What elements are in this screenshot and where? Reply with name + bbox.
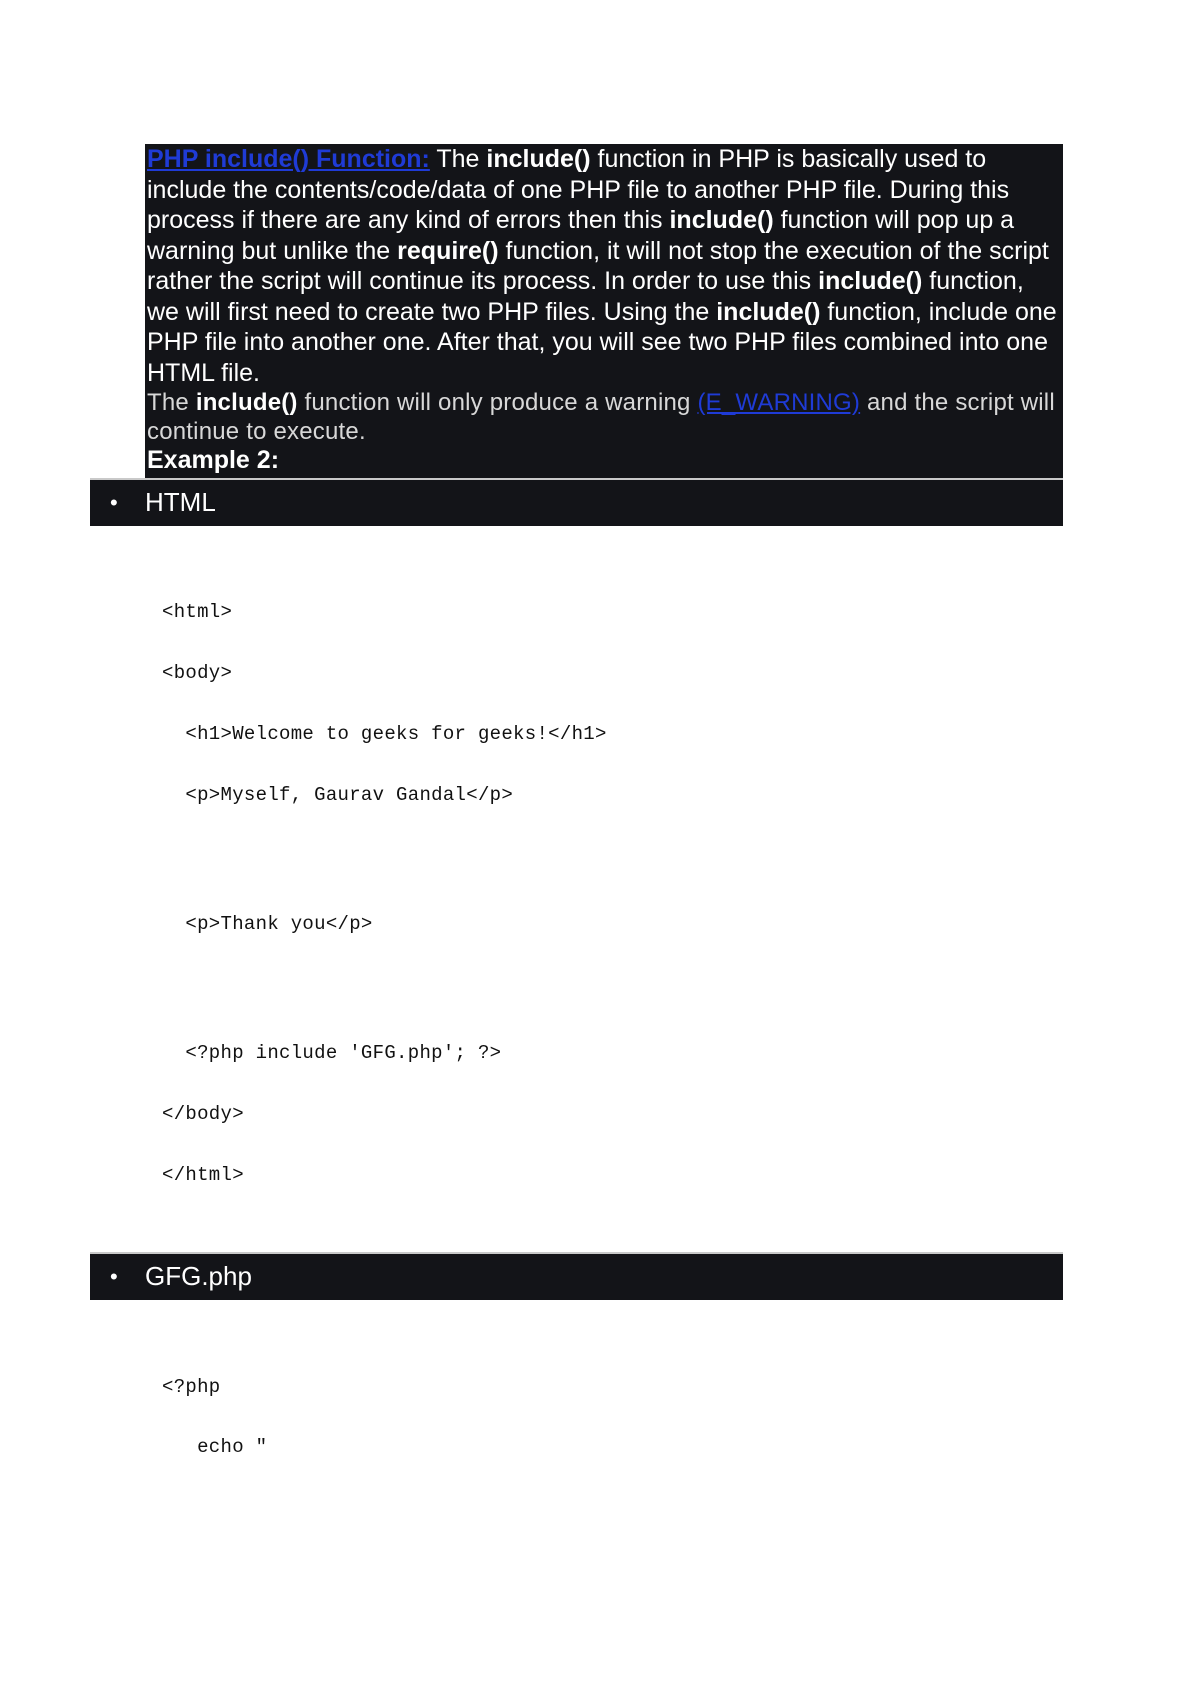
e-warning-link[interactable]: (E_WARNING) xyxy=(697,389,861,416)
code-line: <p>Myself, Gaurav Gandal</p> xyxy=(162,784,514,806)
code-line: <?php xyxy=(162,1376,221,1398)
include-keyword: include() xyxy=(195,389,298,416)
note-text: The xyxy=(147,389,196,416)
require-keyword: require() xyxy=(397,236,499,265)
note-text: and the script will continue to execute. xyxy=(147,389,1055,445)
example-heading xyxy=(147,446,1059,475)
code-line: </body> xyxy=(162,1103,244,1125)
intro-text: function, we will first need to create two PHP files. Using the xyxy=(147,267,1024,326)
include-keyword: include() xyxy=(716,297,821,326)
warning-note xyxy=(147,388,1059,446)
note-text: function will only produce a warning xyxy=(297,389,698,416)
tab-gfg-php-label: GFG.php xyxy=(145,1261,252,1291)
code-line: </html> xyxy=(162,1164,244,1186)
intro-section xyxy=(145,144,1063,478)
include-keyword: include() xyxy=(818,267,923,295)
code-line: <body> xyxy=(162,662,233,684)
intro-text: function in PHP is basically used to include the contents/code/data of one PHP file to another PHP file. During this process if there are any kind of errors then this xyxy=(147,145,1010,234)
bullet-icon: • xyxy=(110,1264,118,1289)
intro-text: function, include one PHP file into another one. After that, you will see two PHP files combined into one HTML file. xyxy=(147,297,1057,387)
code-line: <h1>Welcome to geeks for geeks!</h1> xyxy=(162,723,607,745)
code-line: <html> xyxy=(162,601,233,623)
intro-text: function, it will not stop the execution of the script rather the script will continue its process. In order to use this xyxy=(147,236,1049,295)
intro-text: The xyxy=(429,145,487,173)
code-line: <p>Thank you</p> xyxy=(162,913,373,935)
bullet-icon: • xyxy=(110,490,118,515)
intro-paragraph xyxy=(147,144,1059,388)
include-keyword: include() xyxy=(486,145,591,173)
code-line: echo " xyxy=(162,1436,268,1458)
include-function-link[interactable]: PHP include() Function: xyxy=(147,145,430,173)
include-keyword: include() xyxy=(669,206,774,234)
tab-html-label: HTML xyxy=(145,487,216,517)
tab-html[interactable] xyxy=(90,478,1063,526)
intro-text: function will pop up a warning but unlike the xyxy=(147,206,1015,265)
code-line: <?php include 'GFG.php'; ?> xyxy=(162,1042,502,1064)
example-colon: : xyxy=(270,446,280,474)
tab-gfg-php[interactable] xyxy=(90,1252,1063,1300)
example-label: Example 2 xyxy=(147,446,271,474)
